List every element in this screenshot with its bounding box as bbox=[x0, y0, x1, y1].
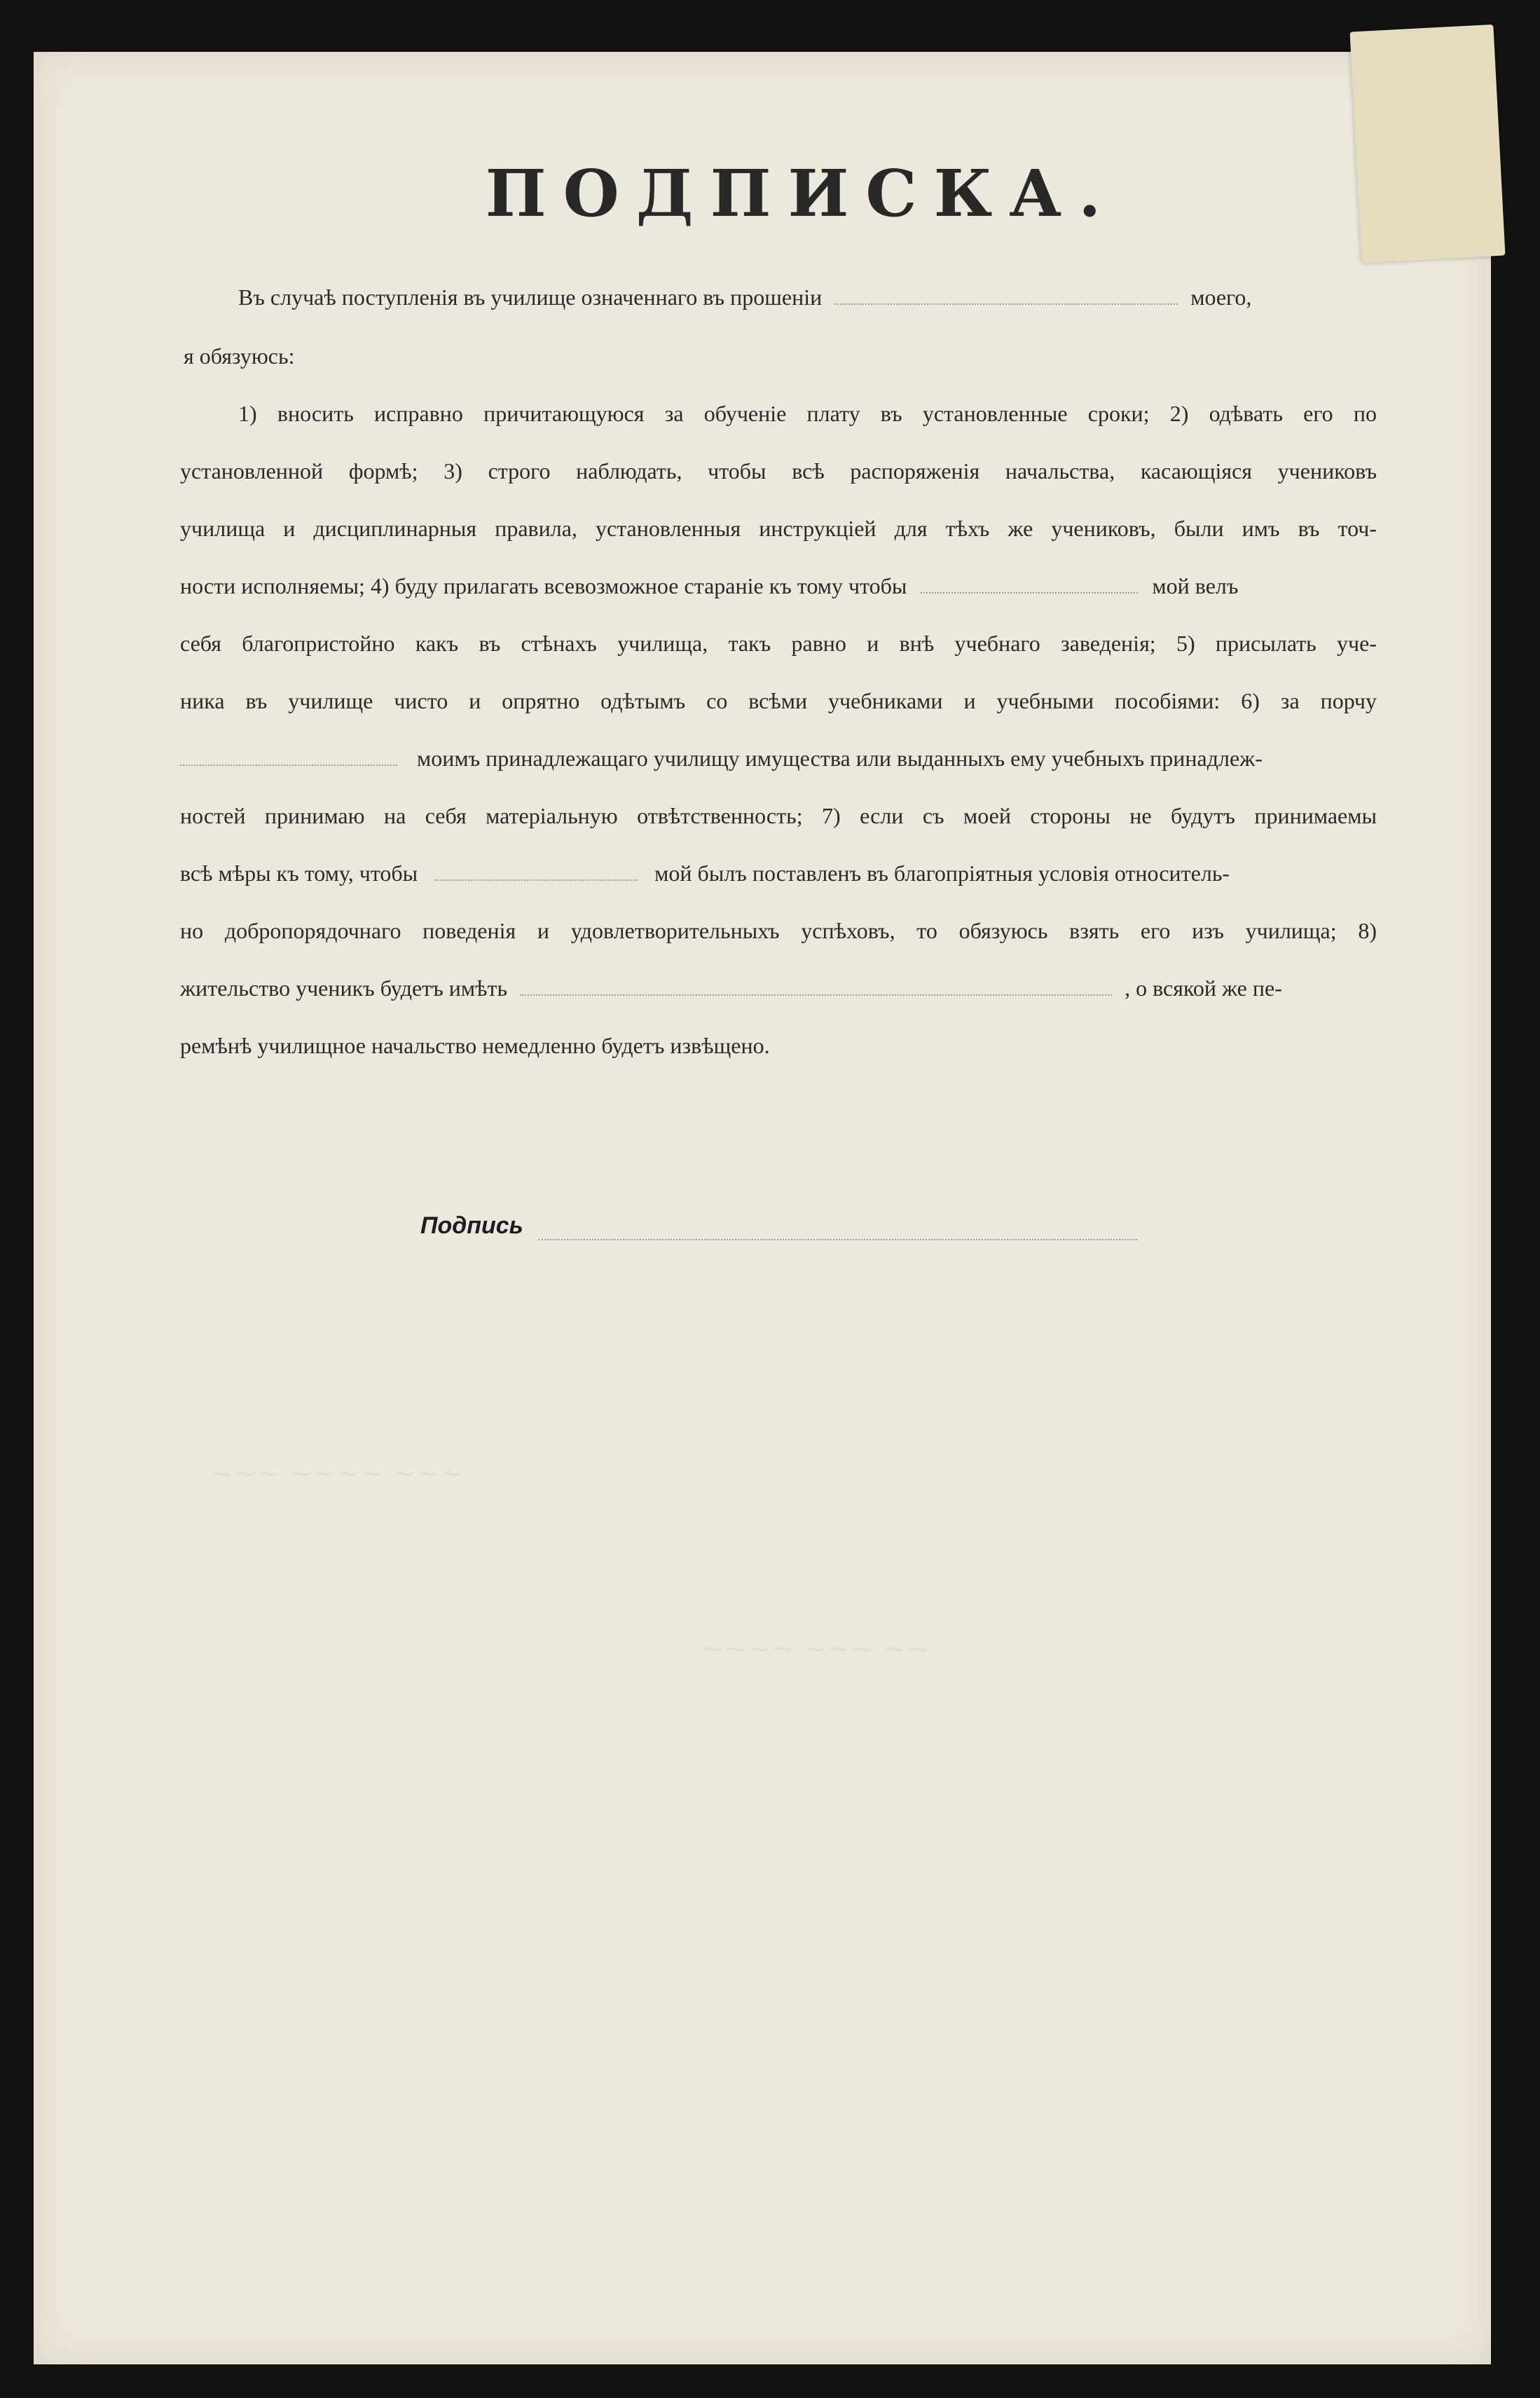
body-line-text: училища и дисциплинарныя правила, установленныя инструкціей для тѣхъ же учениковъ, были имъ въ точ- bbox=[180, 516, 1377, 541]
signature-label: Подпись bbox=[420, 1212, 523, 1239]
body-line-text: ника въ училище чисто и опрятно одѣтымъ со всѣми учебниками и учебными пособіями: 6) за порчу bbox=[180, 688, 1377, 713]
body-line-text-end: мой велъ bbox=[1152, 573, 1239, 598]
body-line-text: ремѣнѣ училищное начальство немедленно будетъ извѣщено. bbox=[180, 1033, 770, 1058]
body-line-text: но добропорядочнаго поведенія и удовлетворительныхъ успѣховъ, то обязуюсь взять его изъ училища; 8) bbox=[180, 918, 1377, 943]
body-line-text: жительство ученикъ будетъ имѣть bbox=[180, 975, 508, 1001]
body-line-6 bbox=[180, 687, 1377, 715]
bleed-through-text: ∼∼∼ ∼∼∼∼ ∼∼∼ bbox=[210, 1458, 463, 1490]
body-line-text: 1) вносить исправно причитающуюся за обученіе плату въ установленные сроки; 2) одѣвать его по bbox=[238, 401, 1377, 426]
body-line-text: ностей принимаю на себя матеріальную отвѣтственность; 7) если съ моей стороны не будутъ принимаемы bbox=[180, 803, 1377, 828]
bleed-through-text: ∼∼∼∼ ∼∼∼ ∼∼ bbox=[701, 1633, 930, 1665]
body-line-1 bbox=[238, 399, 1377, 427]
body-line-5 bbox=[180, 629, 1377, 657]
body-line-text: всѣ мѣры къ тому, чтобы bbox=[180, 861, 418, 886]
obligation-line: я обязуюсь: bbox=[184, 343, 295, 369]
intro-text: Въ случаѣ поступленія въ училище означеннаго въ прошеніи bbox=[238, 285, 823, 310]
body-line-text: ности исполняемы; 4) буду прилагать всевозможное стараніе къ тому чтобы bbox=[180, 573, 907, 598]
body-line-text: моимъ принадлежащаго училищу имущества или выданныхъ ему учебныхъ принадлеж- bbox=[417, 746, 1263, 771]
signature-field[interactable] bbox=[538, 1239, 1137, 1240]
intro-line bbox=[238, 283, 1377, 311]
body-line-8 bbox=[180, 802, 1377, 830]
body-line-text-end: мой былъ поставленъ въ благопріятныя условія относитель- bbox=[654, 861, 1230, 886]
body-line-text-end: , о всякой же пе- bbox=[1125, 975, 1282, 1001]
body-line-text: установленной формѣ; 3) строго наблюдать, чтобы всѣ распоряженія начальства, касающіяся учениковъ bbox=[180, 458, 1377, 484]
body-line-2 bbox=[180, 457, 1377, 485]
body-line-9 bbox=[180, 859, 1377, 887]
body-line-4 bbox=[180, 572, 1377, 600]
blank-field-residence[interactable] bbox=[520, 976, 1112, 996]
body-line-7 bbox=[180, 744, 1377, 772]
blank-field-child-name-3[interactable] bbox=[180, 746, 397, 766]
intro-text-end: моего, bbox=[1190, 285, 1252, 310]
body-line-text: себя благопристойно какъ въ стѣнахъ училища, такъ равно и внѣ учебнаго заведенія; 5) присылать уче- bbox=[180, 631, 1377, 656]
document-sheet bbox=[34, 52, 1491, 2364]
blank-field-child-name-2[interactable] bbox=[921, 574, 1138, 594]
body-line-11 bbox=[180, 974, 1377, 1002]
blank-field-child-name-4[interactable] bbox=[434, 861, 638, 881]
document-title: ПОДПИСКА. bbox=[485, 156, 1118, 231]
body-line-12 bbox=[180, 1032, 770, 1060]
body-line-10 bbox=[180, 917, 1377, 945]
body-line-3 bbox=[180, 514, 1377, 542]
blank-field-child-name[interactable] bbox=[834, 285, 1178, 305]
